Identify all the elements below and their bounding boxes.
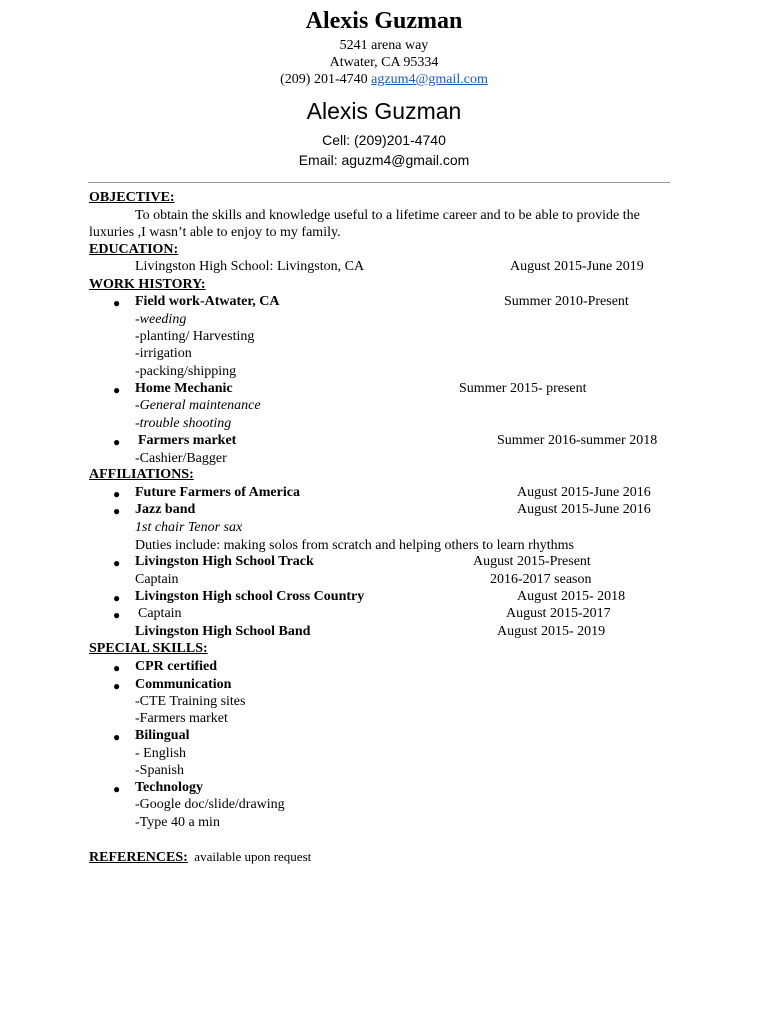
header-phone: (209) 201-4740 — [280, 72, 368, 87]
references-heading: REFERENCES: — [89, 850, 188, 865]
job-3-detail-1: -Cashier/Bagger — [135, 451, 227, 466]
affiliation-2-detail-2: Duties include: making solos from scratch and helping others to learn rhythms — [135, 538, 574, 553]
skill-4-detail-2: -Type 40 a min — [135, 815, 220, 830]
affiliation-2-detail-1: 1st chair Tenor sax — [135, 520, 243, 535]
phone-email-line — [0, 72, 768, 88]
affiliation-2-title: Jazz band — [135, 502, 196, 517]
contact-cell: Cell: (209)201-4740 — [322, 132, 446, 148]
affiliation-3-detail-1: Captain — [135, 572, 179, 587]
education-school: Livingston High School: Livingston, CA — [135, 259, 365, 274]
bullet-icon: ● — [113, 504, 121, 518]
skill-4-detail-1: -Google doc/slide/drawing — [135, 797, 285, 812]
affiliation-4-detail-1: Captain — [138, 606, 182, 621]
affiliation-3-title: Livingston High School Track — [135, 554, 314, 569]
bullet-icon: ● — [113, 782, 121, 796]
bullet-icon: ● — [113, 661, 121, 675]
skill-3-detail-1: - English — [135, 746, 186, 761]
job-3-dates: Summer 2016-summer 2018 — [497, 433, 658, 448]
affiliation-1-dates: August 2015-June 2016 — [517, 485, 651, 500]
affiliation-5-title: Livingston High School Band — [135, 624, 311, 639]
job-2-title: Home Mechanic — [135, 381, 233, 396]
skill-2: Communication — [135, 677, 232, 692]
job-2-dates: Summer 2015- present — [459, 381, 587, 396]
references-text: available upon request — [194, 849, 312, 864]
affiliation-5-dates: August 2015- 2019 — [497, 624, 606, 639]
education-dates: August 2015-June 2019 — [510, 259, 644, 274]
bullet-icon: ● — [113, 730, 121, 744]
contact-name: Alexis Guzman — [306, 98, 462, 124]
job-3-title: Farmers market — [138, 433, 237, 448]
job-1-dates: Summer 2010-Present — [504, 294, 629, 309]
bullet-icon: ● — [113, 487, 121, 501]
affiliation-3-detail-1-dates: 2016-2017 season — [490, 572, 592, 587]
job-1-title: Field work-Atwater, CA — [135, 294, 280, 309]
header-divider — [88, 182, 670, 183]
bullet-icon: ● — [113, 296, 121, 310]
skill-4: Technology — [135, 780, 203, 795]
affiliation-4-detail-1-dates: August 2015-2017 — [506, 606, 611, 621]
affiliation-1-title: Future Farmers of America — [135, 485, 300, 500]
job-2-detail-2: -trouble shooting — [135, 416, 232, 431]
references-line — [89, 849, 311, 866]
skill-2-detail-2: -Farmers market — [135, 711, 228, 726]
work-heading: WORK HISTORY: — [89, 277, 206, 292]
education-heading: EDUCATION: — [89, 242, 179, 257]
job-1-detail-3: -irrigation — [135, 346, 192, 361]
job-1-detail-1: -weeding — [135, 312, 187, 327]
bullet-icon: ● — [113, 591, 121, 605]
bullet-icon: ● — [113, 679, 121, 693]
bullet-icon: ● — [113, 383, 121, 397]
skill-2-detail-1: -CTE Training sites — [135, 694, 246, 709]
resume-name: Alexis Guzman — [305, 8, 463, 34]
affiliation-2-dates: August 2015-June 2016 — [517, 502, 651, 517]
bullet-icon: ● — [113, 435, 121, 449]
job-1-detail-4: -packing/shipping — [135, 364, 237, 379]
skill-3-detail-2: -Spanish — [135, 763, 184, 778]
affiliations-heading: AFFILIATIONS: — [89, 467, 194, 482]
affiliation-4-dates: August 2015- 2018 — [517, 589, 626, 604]
bullet-icon: ● — [113, 608, 121, 622]
skills-heading: SPECIAL SKILLS: — [89, 641, 208, 656]
objective-heading: OBJECTIVE: — [89, 190, 175, 205]
job-1-detail-2: -planting/ Harvesting — [135, 329, 255, 344]
job-2-detail-1: -General maintenance — [135, 398, 261, 413]
affiliation-4-title: Livingston High school Cross Country — [135, 589, 365, 604]
skill-3: Bilingual — [135, 728, 190, 743]
address-line-2: Atwater, CA 95334 — [329, 55, 439, 70]
affiliation-3-dates: August 2015-Present — [473, 554, 591, 569]
objective-line-2: luxuries ,I wasn’t able to enjoy to my family. — [89, 225, 341, 240]
header-email-link[interactable]: agzum4@gmail.com — [371, 72, 488, 87]
address-line-1: 5241 arena way — [339, 38, 429, 53]
bullet-icon: ● — [113, 556, 121, 570]
skill-1: CPR certified — [135, 659, 218, 674]
objective-line-1: To obtain the skills and knowledge useful to a lifetime career and to be able to provide the — [135, 208, 640, 223]
contact-email: Email: aguzm4@gmail.com — [298, 152, 470, 168]
